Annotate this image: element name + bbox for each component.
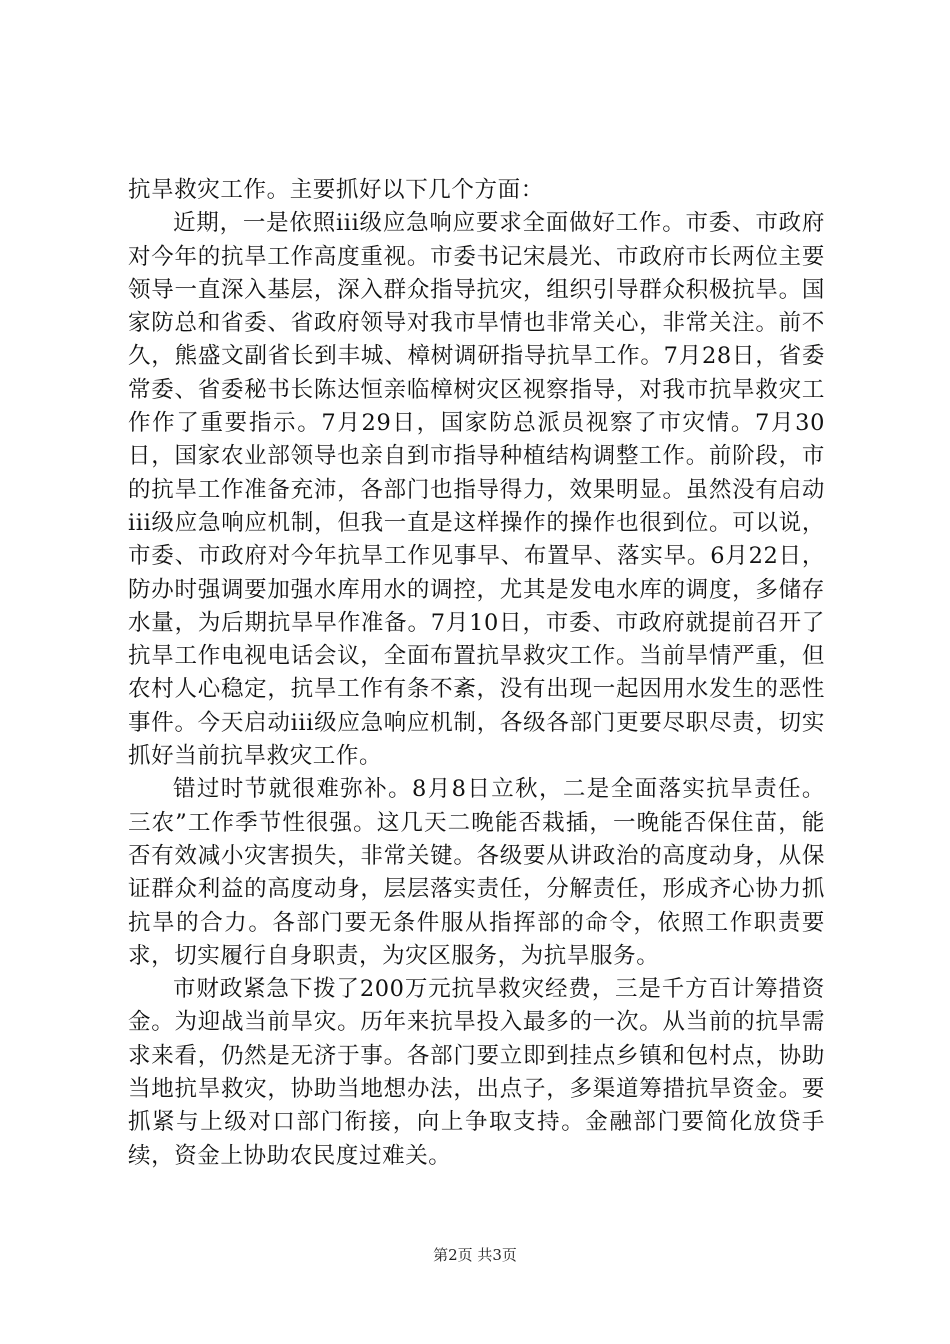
page-number-footer: 第2页 共3页 — [433, 1246, 517, 1264]
paragraph-responsibility: 错过时节就很难弥补。8月8日立秋，二是全面落实抗旱责任。三农”工作季节性很强。这几天二晚能否栽插，一晚能否保住苗，能否有效减小灾害损失，非常关键。各级要从讲政治的高度动身，从保证群众利益的高度动身，层层落实责任，分解责任，形成齐心协力抓抗旱的合力。各部门要无条件服从指挥部的命令，依照工作职责要求，切实履行自身职责，为灾区服务，为抗旱服务。 — [128, 776, 825, 969]
paragraph-emergency-response: 近期，一是依照iii级应急响应要求全面做好工作。市委、市政府对今年的抗旱工作高度重视。市委书记宋晨光、市政府市长两位主要领导一直深入基层，深入群众指导抗灾，组织引导群众积极抗旱。国家防总和省委、省政府领导对我市旱情也非常关心，非常关注。前不久，熊盛文副省长到丰城、樟树调研指导抗旱工作。7月28日，省委常委、省委秘书长陈达恒亲临樟树灾区视察指导，对我市抗旱救灾工作作了重要指示。7月29日，国家防总派员视察了市灾情。7月30日，国家农业部领导也亲自到市指导种植结构调整工作。前阶段，市的抗旱工作准备充沛，各部门也指导得力，效果明显。虽然没有启动iii级应急响应机制，但我一直是这样操作的操作也很到位。可以说，市委、市政府对今年抗旱工作见事早、布置早、落实早。6月22日，防办时强调要加强水库用水的调控，尤其是发电水库的调度，多储存水量，为后期抗旱早作准备。7月10日，市委、市政府就提前召开了抗旱工作电视电话会议，全面布置抗旱救灾工作。当前旱情严重，但农村人心稳定，抗旱工作有条不紊，没有出现一起因用水发生的恶性事件。今天启动iii级应急响应机制，各级各部门更要尽职尽责，切实抓好当前抗旱救灾工作。 — [128, 210, 825, 770]
paragraph-continuation: 抗旱救灾工作。主要抓好以下几个方面： — [128, 177, 544, 203]
paragraph-funding: 市财政紧急下拨了200万元抗旱救灾经费，三是千方百计筹措资金。为迎战当前旱灾。历年来抗旱投入最多的一次。从当前的抗旱需求来看，仍然是无济于事。各部门要立即到挂点乡镇和包村点，协助当地抗旱救灾，协助当地想办法，出点子，多渠道筹措抗旱资金。要抓紧与上级对口部门衔接，向上争取支持。金融部门要简化放贷手续，资金上协助农民度过难关。 — [128, 976, 825, 1169]
document-body — [128, 174, 825, 1173]
